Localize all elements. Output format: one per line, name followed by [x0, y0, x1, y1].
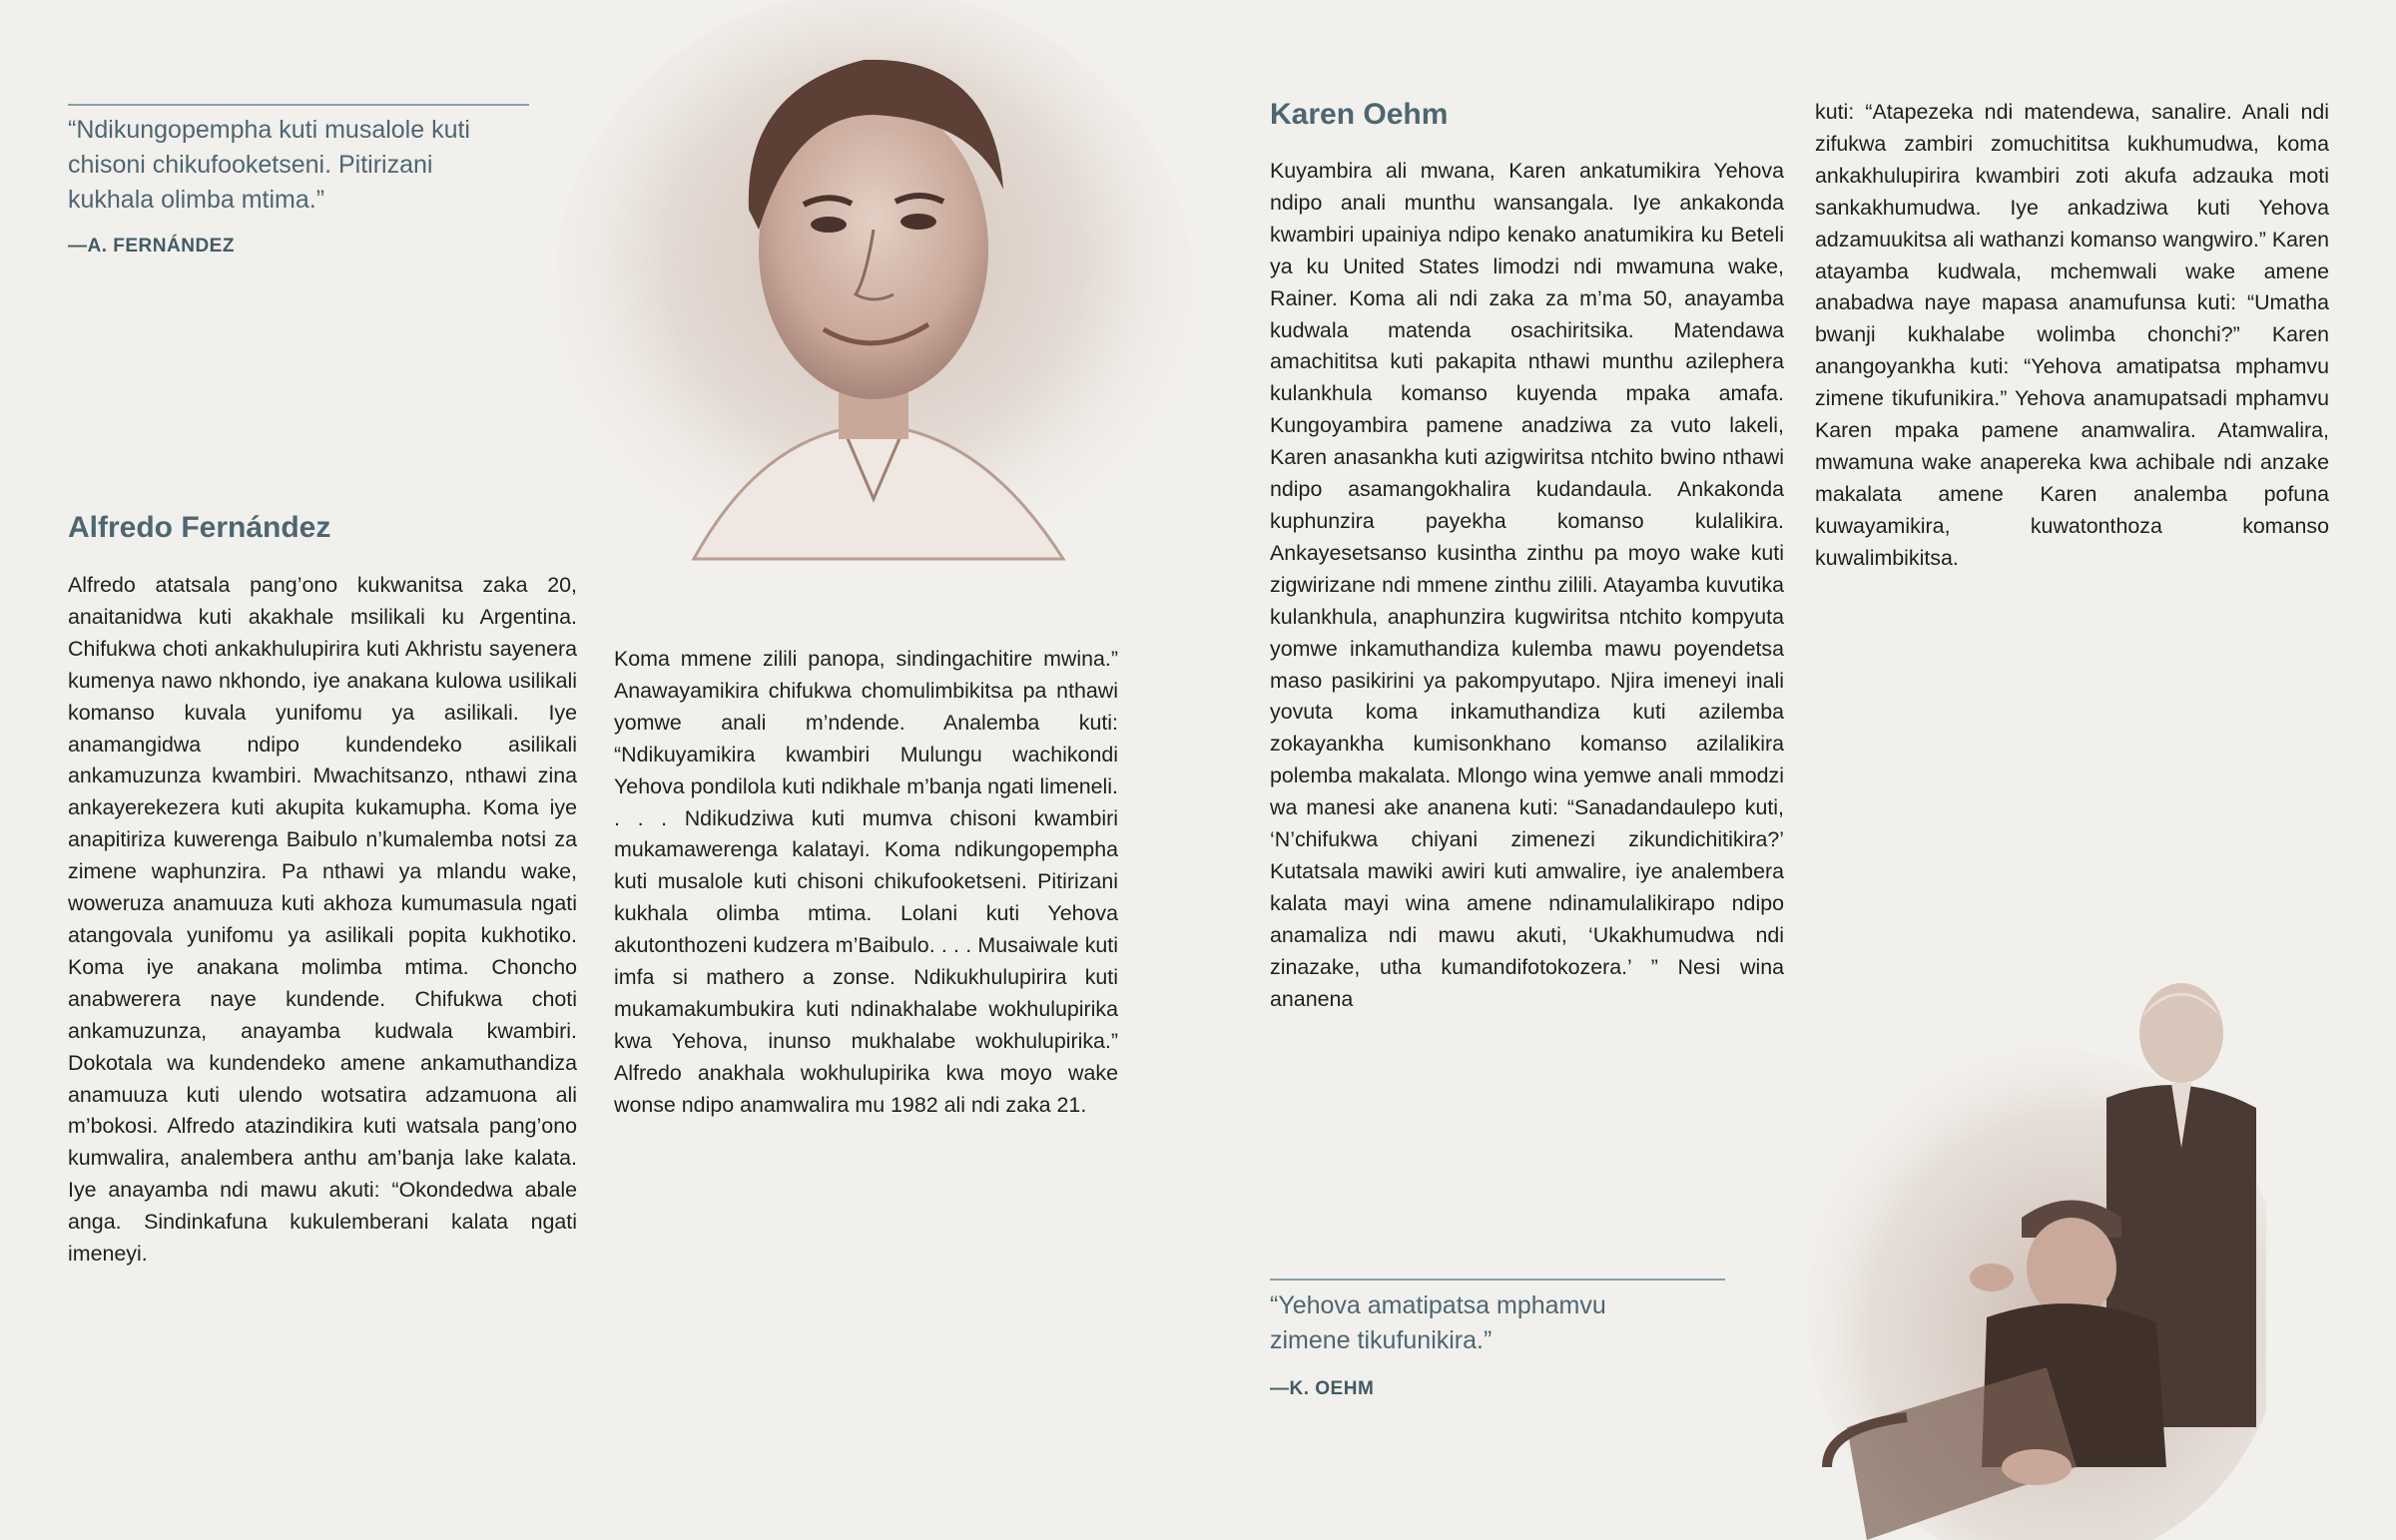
pull-quote-oehm: “Yehova amatipatsa mphamvu zimene tikufunikira.” [1270, 1291, 1606, 1354]
article-column-oehm-1 [1270, 156, 1784, 1015]
article-column-fernandez-1 [68, 570, 577, 1271]
section-heading-oehm: Karen Oehm [1270, 98, 1449, 131]
pull-quote-attribution-oehm: —K. OEHM [1270, 1378, 1375, 1399]
portrait-illustration [544, 0, 1203, 599]
pull-quote-rule-bottom [1270, 1279, 1725, 1281]
paragraph: Kuyambira ali mwana, Karen ankatumikira Yehova ndipo anali munthu wansangala. Iye ankakonda kwambiri upainiya ndipo kenako anatumikira ku Beteli ya ku United States limodzi ndi mwamuna wake, Rainer. Koma ali ndi zaka za m’ma 50, anayamba kudwala matenda osachiritsika. Matendawa amachititsa kuti pakapita nthawi munthu azilephera kulankhula komanso kuyenda mpaka amafa. Kungoyambira pamene anadziwa za vuto lakeli, Karen anasankha kuti azigwiritsa ntchito bwino nthawi ndipo asamangokhalira kudandaula. Ankakonda kuphunzira payekha komanso kulalikira. Ankayesetsanso kusintha zinthu pa moyo wake kuti zigwirizane ndi mmene zinthu zilili. Atayamba kuvutika kulankhula, anaphunzira kugwiritsa ntchito kompyuta yomwe inkamuthandiza kulemba mawu poyendetsa maso pasikirini ya pakompyutapo. Njira imeneyi inali yovuta koma inkamuthandiza kuti azilemba zokayankha kumisonkhano komanso azilalikira polemba makalata. Mlongo wina yemwe anali mmodzi wa manesi ake ananena kuti: “Sanadandaulepo kuti, ‘N’chifukwa chiyani zimenezi zikundichitikira?’ Kutatsala mawiki awiri kuti amwalire, iye analembera kalata mayi wina amene ndinamulalikirapo ndipo anamaliza ndi mawu akuti, ‘Ukakhumudwa ndi zinazake, utha kumandifotokozera.’ ” Nesi wina ananena [1270, 159, 1784, 1011]
section-heading-fernandez: Alfredo Fernández [68, 511, 331, 544]
pull-quote-attribution: —A. FERNÁNDEZ [68, 236, 235, 257]
article-column-fernandez-2 [614, 644, 1118, 1122]
pull-quote-fernandez: “Ndikungopempha kuti musalole kuti chisoni chikufooketseni. Pitirizani kukhala olimba mtima.” [68, 116, 470, 214]
couple-illustration [1787, 948, 2266, 1540]
article-column-oehm-2 [1815, 97, 2329, 575]
pull-quote-rule-top [68, 104, 529, 106]
paragraph: Alfredo atatsala pang’ono kukwanitsa zaka 20, anaitanidwa kuti akakhale msilikali ku Argentina. Chifukwa choti ankakhulupirira kuti Akhristu sayenera kumenya nawo nkhondo, iye anakana kulowa usilikali komanso kuvala yunifomu ya asilikali. Iye anamangidwa ndipo kundendeko asilikali ankamuzunza kwambiri. Mwachitsanzo, nthawi zina ankayerekezera kuti akupita kukamupha. Koma iye anapitiriza kuwerenga Baibulo n’kumalemba notsi za zimene waphunzira. Pa nthawi ya mlandu wake, woweruza anamuuza kuti akhoza kumumasula ngati atangovala yunifomu ya asilikali popita kukhotiko. Koma iye anakana molimba mtima. Choncho anabwerera naye kundende. Chifukwa choti ankamuzunza, anayamba kudwala kwambiri. Dokotala wa kundendeko amene ankamuthandiza anamuuza kuti ulendo wotsatira adzamuona ali m’bokosi. Alfredo atazindikira kuti watsala pang’ono kumwalira, analembera anthu am’banja lake kalata. Iye anayamba ndi mawu akuti: “Okondedwa abale anga. Sindinkafuna kukulemberani kalata ngati imeneyi. [68, 573, 577, 1267]
paragraph: kuti: “Atapezeka ndi matendewa, sanalire. Anali ndi zifukwa zambiri zomuchititsa kukhumudwa, koma ankakhulupirira kwambiri zoti akufa adzauka moti sankakhumudwa. Iye ankadziwa kuti Yehova adzamuukitsa ali wathanzi komanso wangwiro.” Karen atayamba kudwala, mchemwali wake amene anabadwa naye mapasa anamufunsa kuti: “Umatha bwanji kukhalabe wolimba chonchi?” Karen anangoyankha kuti: “Yehova amatipatsa mphamvu zimene tikufunikira.” Yehova anamupatsadi mphamvu Karen mpaka pamene anamwalira. Atamwalira, mwamuna wake anapereka kwa achibale ndi anzake makalata amene Karen analemba pofuna kuwayamikira, kuwatonthoza komanso kuwalimbikitsa. [1815, 100, 2329, 570]
paragraph: Koma mmene zilili panopa, sindingachitire mwina.” Anawayamikira chifukwa chomulimbikitsa pa nthawi yomwe anali m’ndende. Analemba kuti: “Ndikuyamikira kwambiri Mulungu wachikondi Yehova pondilola kuti ndikhale m’banja ngati limeneli. . . . Ndikudziwa kuti mumva chisoni kwambiri mukamawerenga kalatayi. Koma ndikungopempha kuti musalole kuti chisoni chikufooketseni. Pitirizani kukhala olimba mtima. Lolani kuti Yehova akutonthozeni kudzera m’Baibulo. . . . Musaiwale kuti imfa si mathero a zonse. Ndikukhulupirira kuti mukamakumbukira kuti ndinakhalabe wokhulupirika kwa Yehova, inunso mukhalabe wokhulupirika.” Alfredo anakhala wokhulupirika kwa moyo wake wonse ndipo anamwalira mu 1982 ali ndi zaka 21. [614, 647, 1118, 1117]
